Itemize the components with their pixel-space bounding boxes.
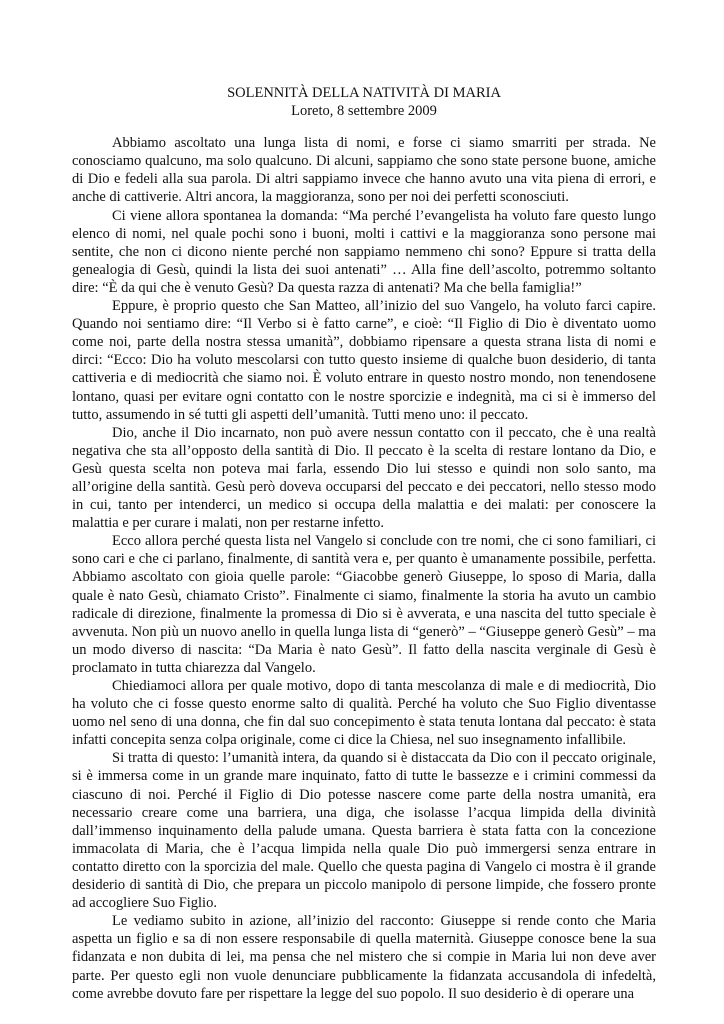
document-subtitle: Loreto, 8 settembre 2009	[291, 103, 437, 120]
document-title: SOLENNITÀ DELLA NATIVITÀ DI MARIA	[227, 85, 501, 101]
document-page	[72, 84, 656, 1003]
paragraph-8: Le vediamo subito in azione, all’inizio del racconto: Giuseppe si rende conto che Maria aspetta un figlio e sa di non essere responsabile di quella maternità. Giuseppe conosce bene la sua fidanzata e non dubita di lei, ma pensa che nel mistero che si compie in Maria lui non deve aver parte. Per questo egli non vuole denunciare pubblicamente la fidanzata accusandola di infedeltà, come avrebbe dovuto fare per rispettare la legge del suo popolo. Il suo desiderio è di operare una	[72, 913, 656, 1002]
paragraph-6: Chiediamoci allora per quale motivo, dopo di tanta mescolanza di male e di mediocrità, Dio ha voluto che ci fosse questo enorme salto di qualità. Perché ha voluto che Suo Figlio diventasse uomo nel seno di una donna, che fin dal suo concepimento è stata tenuta lontana dal peccato: è stata infatti concepita senza colpa originale, come ci dice la Chiesa, nel suo insegnamento infallibile.	[72, 678, 656, 749]
paragraph-3: Eppure, è proprio questo che San Matteo, all’inizio del suo Vangelo, ha voluto farci capire. Quando noi sentiamo dire: “Il Verbo si è fatto carne”, e cioè: “Il Figlio di Dio è diventato uomo come noi, parte della nostra stessa umanità”, dobbiamo ripensare a questa strana lista di nomi e dirci: “Ecco: Dio ha voluto mescolarsi con tutto questo insieme di qualche buon desiderio, di tanta cattiveria e di mediocrità che siamo noi. È voluto entrare in questo nostro mondo, non tenendosene lontano, quasi per evitare ogni contatto con le nostre sporcizie e indegnità, ma ci si è immerso del tutto, assumendo in sé tutti gli aspetti dell’umanità. Tutti meno uno: il peccato.	[72, 298, 656, 423]
paragraph-7: Si tratta di questo: l’umanità intera, da quando si è distaccata da Dio con il peccato originale, si è immersa come in un grande mare inquinato, fatto di tutte le bassezze e i crimini commessi da ciascuno di noi. Perché il Figlio di Dio potesse nascere come parte della nostra umanità, era necessario creare come una barriera, una diga, che isolasse l’acqua limpida della divinità dall’immenso inquinamento della palude umana. Questa barriera è stata fatta con la concezione immacolata di Maria, che è l’acqua limpida nella quale Dio può immergersi senza entrare in contatto diretto con la sporcizia del male. Quello che questa pagina di Vangelo ci mostra è il grande desiderio di santità di Dio, che prepara un piccolo manipolo di persone limpide, che fossero pronte ad accogliere Suo Figlio.	[72, 750, 656, 912]
paragraph-5: Ecco allora perché questa lista nel Vangelo si conclude con tre nomi, che ci sono familiari, ci sono cari e che ci parlano, finalmente, di santità vera e, per quanto è umanamente possibile, perfetta. Abbiamo ascoltato con gioia quelle parole: “Giacobbe generò Giuseppe, lo sposo di Maria, dalla quale è nato Gesù, chiamato Cristo”. Finalmente ci siamo, finalmente la storia ha avuto un cambio radicale di direzione, finalmente la promessa di Dio si è avverata, e una nascita del tutto speciale è avvenuta. Non più un nuovo anello in quella lunga lista di “generò” – “Giuseppe generò Gesù” – ma un modo diverso di nascita: “Da Maria è nato Gesù”. Il fatto della nascita verginale di Gesù è proclamato in tutta chiarezza dal Vangelo.	[72, 533, 656, 676]
paragraph-1: Abbiamo ascoltato una lunga lista di nomi, e forse ci siamo smarriti per strada. Ne conosciamo qualcuno, ma solo qualcuno. Di alcuni, sappiamo che sono state persone buone, amiche di Dio e fedeli alla sua parola. Di altri sappiamo invece che hanno avuto una vita piena di errori, e anche di cattiverie. Altri ancora, la maggioranza, sono per noi dei perfetti sconosciuti.	[72, 135, 656, 206]
paragraph-4: Dio, anche il Dio incarnato, non può avere nessun contatto con il peccato, che è una realtà negativa che sta all’opposto della santità di Dio. Il peccato è la scelta di restare lontano da Dio, e Gesù questa scelta non poteva mai farla, essendo Dio lui stesso e quindi non solo santo, ma all’origine della santità. Gesù però doveva occuparsi del peccato e dei peccatori, nello stesso modo in cui, tanto per intenderci, un medico si occupa della malattia e dei malati: per conoscere la malattia e per curare i malati, non per restarne infetto.	[72, 424, 656, 532]
paragraph-2: Ci viene allora spontanea la domanda: “Ma perché l’evangelista ha voluto fare questo lungo elenco di nomi, nel quale pochi sono i buoni, molti i cattivi e la maggioranza sono persone mai sentite, che non ci dicono niente perché non sappiamo nemmeno chi sono? Eppure si tratta della genealogia di Gesù, quindi la lista dei suoi antenati” … Alla fine dell’ascolto, potremmo soltanto dire: “È da qui che è venuto Gesù? Da questa razza di antenati? Ma che bella famiglia!”	[72, 207, 656, 296]
